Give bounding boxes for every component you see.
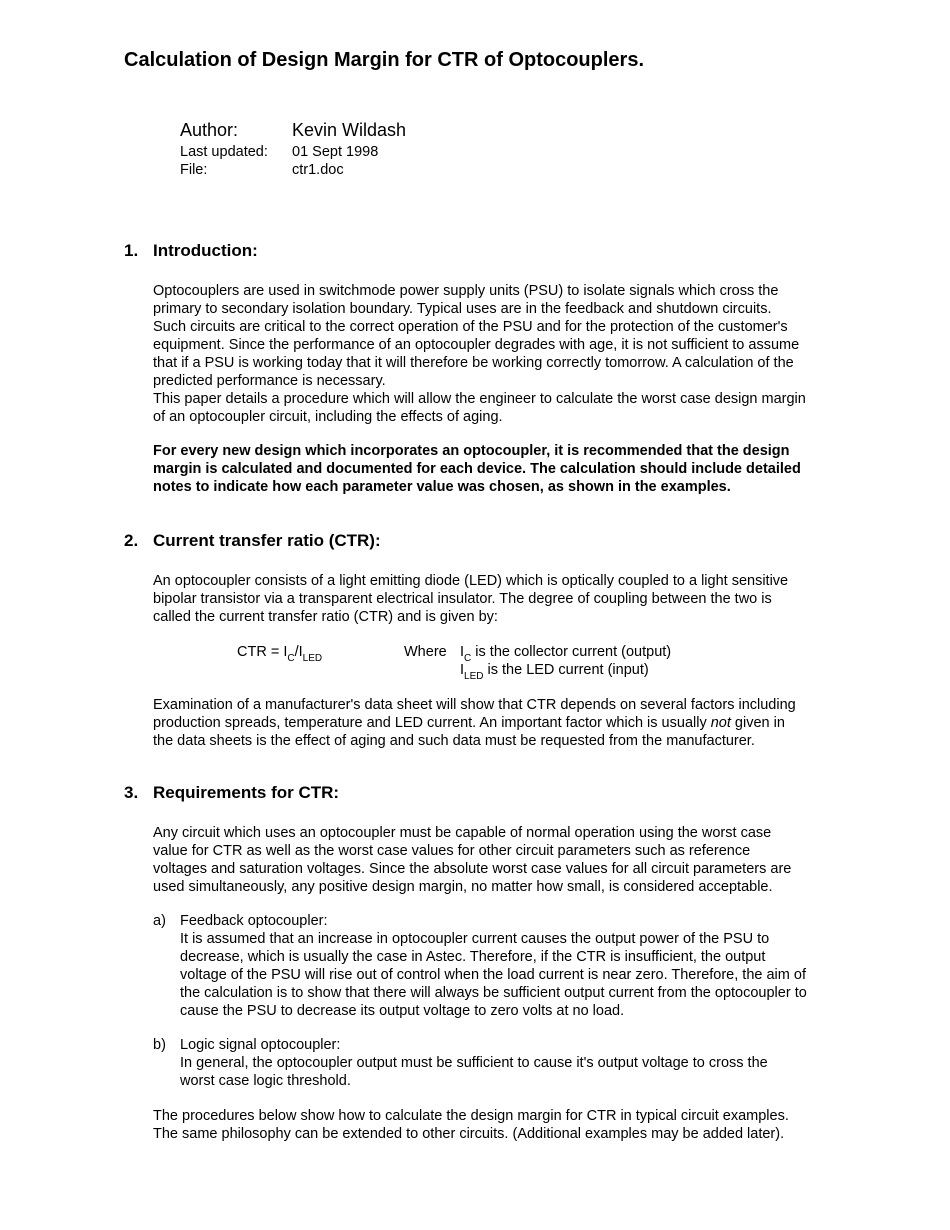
iled-symbol: I xyxy=(460,662,465,678)
text-line: Examination of a manufacturer's data sheet will show that CTR depends on several factors including xyxy=(153,697,796,713)
section-title: Introduction: xyxy=(153,241,258,260)
text-line: equipment. Since the performance of an optocoupler degrades with age, it is not sufficient to assume xyxy=(153,337,800,353)
list-item-feedback-optocoupler xyxy=(180,912,870,1020)
ic-subscript: C xyxy=(464,653,472,664)
formula-lhs: CTR = I xyxy=(237,644,288,660)
formula-iled-definition xyxy=(460,661,649,682)
section-1-paragraph-1 xyxy=(153,282,863,426)
text-line: of an optocoupler circuit, including the effects of aging. xyxy=(153,409,503,425)
text-line: voltages and saturation voltages. Since the absolute worst case values for all circuit parameters are xyxy=(153,861,792,877)
text-segment: production spreads, temperature and LED current. An important factor which is usually xyxy=(153,715,711,731)
text-line: cause the PSU to decrease its output voltage to zero volts at no load. xyxy=(180,1003,625,1019)
text-line: Optocouplers are used in switchmode power supply units (PSU) to isolate signals which cross the xyxy=(153,283,779,299)
section-2-paragraph-1 xyxy=(153,572,863,626)
text-line: For every new design which incorporates an optocoupler, it is recommended that the design xyxy=(153,443,790,459)
file-label: File: xyxy=(180,162,208,178)
file-value: ctr1.doc xyxy=(292,162,344,178)
text-line: An optocoupler consists of a light emitting diode (LED) which is optically coupled to a light sensitive xyxy=(153,573,789,589)
text-line xyxy=(153,714,863,732)
text-line: the data sheets is the effect of aging and such data must be requested from the manufacturer. xyxy=(153,733,755,749)
text-line: that if a PSU is working today that it will therefore be working correctly tomorrow. A calculation of the xyxy=(153,355,794,371)
text-line: called the current transfer ratio (CTR) and is given by: xyxy=(153,609,498,625)
section-title: Requirements for CTR: xyxy=(153,783,340,802)
text-line: decrease, which is usually the case in Astec. Therefore, if the CTR is insufficient, the output xyxy=(180,949,766,965)
iled-description: is the LED current (input) xyxy=(483,662,649,678)
document-title: Calculation of Design Margin for CTR of Optocouplers. xyxy=(124,49,645,71)
section-number: 1. xyxy=(124,241,139,260)
formula-where: Where xyxy=(404,644,447,660)
section-1-recommendation xyxy=(153,442,863,496)
text-line: margin is calculated and documented for each device. The calculation should include detailed xyxy=(153,461,801,477)
text-segment: given in xyxy=(730,715,785,731)
text-line: primary to secondary isolation boundary. Typical uses are in the feedback and shutdown circuits. xyxy=(153,301,772,317)
list-item-logic-signal-optocoupler xyxy=(180,1036,870,1090)
text-line: The procedures below show how to calculate the design margin for CTR in typical circuit examples. xyxy=(153,1108,789,1124)
ic-symbol: I xyxy=(460,644,465,660)
text-line: Logic signal optocoupler: xyxy=(180,1037,341,1053)
ctr-formula xyxy=(237,643,323,664)
formula-sub-led: LED xyxy=(302,653,323,664)
text-line: the calculation is to show that there will always be sufficient output current from the optocoupler to xyxy=(180,985,807,1001)
text-line: voltage of the PSU will rise out of control when the load current is near zero. Therefore, the aim of xyxy=(180,967,806,983)
author-label: Author: xyxy=(180,120,239,140)
emphasis-not: not xyxy=(710,715,731,731)
text-line: Such circuits are critical to the correct operation of the PSU and for the protection of the customer's xyxy=(153,319,788,335)
section-number: 3. xyxy=(124,783,139,802)
text-line: It is assumed that an increase in optocoupler current causes the output power of the PSU to xyxy=(180,931,770,947)
text-line: This paper details a procedure which will allow the engineer to calculate the worst case design margin xyxy=(153,391,806,407)
list-marker-b: b) xyxy=(153,1037,166,1053)
text-line: predicted performance is necessary. xyxy=(153,373,386,389)
section-number: 2. xyxy=(124,531,139,550)
section-title: Current transfer ratio (CTR): xyxy=(153,531,381,550)
text-line: Any circuit which uses an optocoupler must be capable of normal operation using the worst case xyxy=(153,825,772,841)
section-3-paragraph-2 xyxy=(153,1107,863,1143)
iled-subscript: LED xyxy=(464,671,484,682)
ic-description: is the collector current (output) xyxy=(471,644,672,660)
text-line: notes to indicate how each parameter value was chosen, as shown in the examples. xyxy=(153,479,731,495)
text-line: The same philosophy can be extended to other circuits. (Additional examples may be added later). xyxy=(153,1126,785,1142)
text-line: value for CTR as well as the worst case values for other circuit parameters such as reference xyxy=(153,843,751,859)
text-line: worst case logic threshold. xyxy=(180,1073,351,1089)
text-line: used simultaneously, any positive design margin, no matter how small, is considered acceptable. xyxy=(153,879,773,895)
list-marker-a: a) xyxy=(153,913,166,929)
formula-sub-c: C xyxy=(287,653,295,664)
formula-ic-definition xyxy=(460,643,672,664)
text-line: bipolar transistor via a transparent electrical insulator. The degree of coupling between the two is xyxy=(153,591,772,607)
last-updated-value: 01 Sept 1998 xyxy=(292,144,379,160)
author-value: Kevin Wildash xyxy=(292,120,407,140)
section-3-paragraph-1 xyxy=(153,824,863,896)
formula-slash: /I xyxy=(294,644,303,660)
text-line: In general, the optocoupler output must be sufficient to cause it's output voltage to cross the xyxy=(180,1055,768,1071)
section-2-paragraph-2 xyxy=(153,696,863,750)
text-line: Feedback optocoupler: xyxy=(180,913,328,929)
last-updated-label: Last updated: xyxy=(180,144,268,160)
